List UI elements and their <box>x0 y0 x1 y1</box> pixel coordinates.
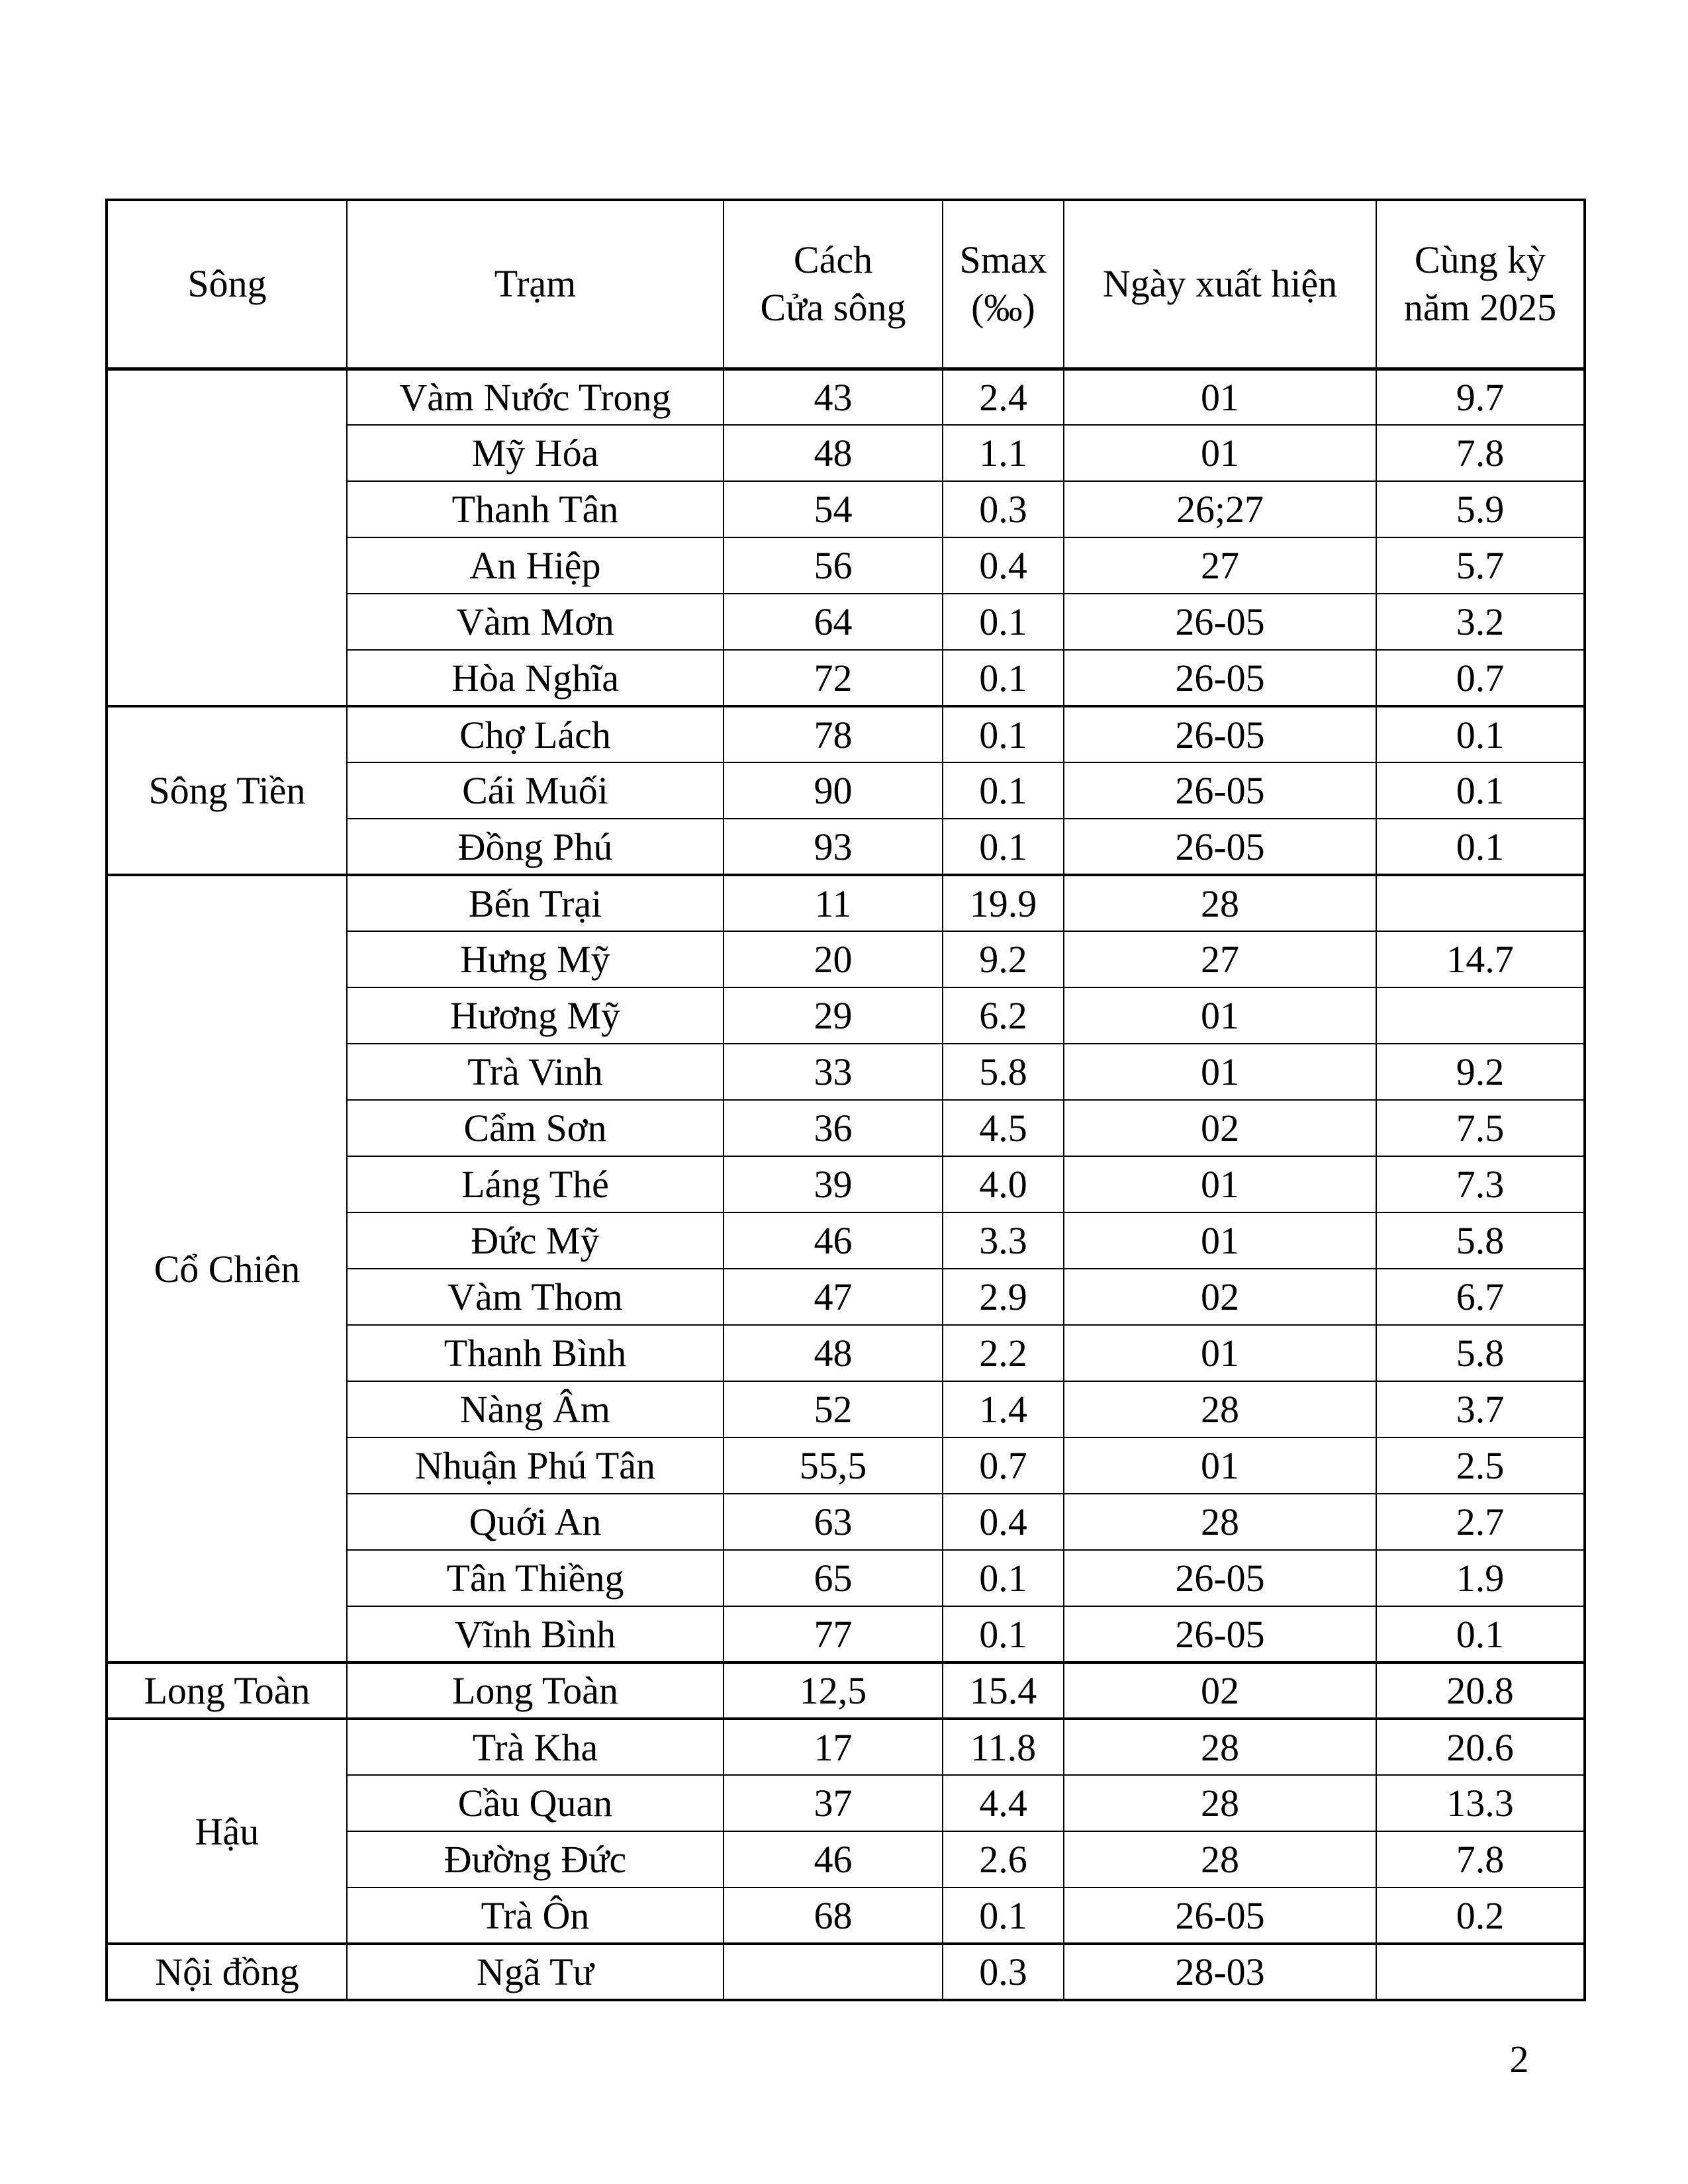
smax-cell: 0.1 <box>943 594 1064 650</box>
date-cell: 01 <box>1064 1437 1376 1494</box>
date-cell: 28 <box>1064 875 1376 931</box>
prev-year-cell: 5.8 <box>1376 1325 1585 1381</box>
station-cell: Chợ Lách <box>347 706 724 762</box>
column-header-river-line1: Sông <box>187 262 267 305</box>
prev-year-cell <box>1376 875 1585 931</box>
date-cell: 26-05 <box>1064 594 1376 650</box>
prev-year-cell: 0.1 <box>1376 1606 1585 1662</box>
column-header-smax <box>943 200 1064 369</box>
station-cell: Trà Vinh <box>347 1044 724 1100</box>
smax-cell: 1.1 <box>943 425 1064 481</box>
smax-cell: 0.3 <box>943 481 1064 537</box>
date-cell: 26-05 <box>1064 819 1376 875</box>
prev-year-cell: 0.1 <box>1376 762 1585 819</box>
distance-cell: 78 <box>724 706 943 762</box>
distance-cell: 29 <box>724 987 943 1044</box>
date-cell: 02 <box>1064 1100 1376 1156</box>
prev-year-cell: 3.2 <box>1376 594 1585 650</box>
date-cell: 02 <box>1064 1662 1376 1719</box>
station-cell: An Hiệp <box>347 537 724 594</box>
smax-cell: 4.5 <box>943 1100 1064 1156</box>
column-header-station <box>347 200 724 369</box>
column-header-prev-year-line1: Cùng kỳ <box>1414 238 1546 281</box>
column-header-prev-year-line2: năm 2025 <box>1403 286 1557 330</box>
prev-year-cell <box>1376 987 1585 1044</box>
smax-cell: 6.2 <box>943 987 1064 1044</box>
date-cell: 26;27 <box>1064 481 1376 537</box>
date-cell: 02 <box>1064 1269 1376 1325</box>
river-group-cell: Sông Tiền <box>107 706 347 875</box>
station-cell: Tân Thiềng <box>347 1550 724 1606</box>
prev-year-cell: 5.9 <box>1376 481 1585 537</box>
distance-cell: 77 <box>724 1606 943 1662</box>
station-cell: Bến Trại <box>347 875 724 931</box>
table-row <box>107 706 1585 762</box>
distance-cell: 93 <box>724 819 943 875</box>
column-header-distance <box>724 200 943 369</box>
station-cell: Trà Kha <box>347 1719 724 1775</box>
prev-year-cell: 5.7 <box>1376 537 1585 594</box>
prev-year-cell: 1.9 <box>1376 1550 1585 1606</box>
date-cell: 28 <box>1064 1381 1376 1437</box>
smax-cell: 3.3 <box>943 1212 1064 1269</box>
station-cell: Nàng Âm <box>347 1381 724 1437</box>
smax-cell: 4.4 <box>943 1775 1064 1831</box>
column-header-distance-line2: Cửa sông <box>760 286 906 330</box>
page-number: 2 <box>1509 2038 1529 2081</box>
prev-year-cell: 9.7 <box>1376 369 1585 425</box>
smax-cell: 9.2 <box>943 931 1064 987</box>
column-header-smax-line2: (‰) <box>971 286 1035 330</box>
distance-cell: 36 <box>724 1100 943 1156</box>
station-cell: Đồng Phú <box>347 819 724 875</box>
column-header-station-line1: Trạm <box>494 262 577 305</box>
prev-year-cell: 13.3 <box>1376 1775 1585 1831</box>
prev-year-cell: 9.2 <box>1376 1044 1585 1100</box>
column-header-date-line1: Ngày xuất hiện <box>1102 262 1338 305</box>
date-cell: 26-05 <box>1064 650 1376 706</box>
station-cell: Quới An <box>347 1494 724 1550</box>
distance-cell: 46 <box>724 1212 943 1269</box>
prev-year-cell: 20.8 <box>1376 1662 1585 1719</box>
distance-cell: 48 <box>724 1325 943 1381</box>
table-row <box>107 369 1585 425</box>
station-cell: Ngã Tư <box>347 1944 724 2000</box>
date-cell: 01 <box>1064 1325 1376 1381</box>
distance-cell: 48 <box>724 425 943 481</box>
prev-year-cell: 0.2 <box>1376 1888 1585 1944</box>
river-group-cell: Nội đồng <box>107 1944 347 2000</box>
distance-cell: 52 <box>724 1381 943 1437</box>
station-cell: Thanh Bình <box>347 1325 724 1381</box>
table-row <box>107 1719 1585 1775</box>
station-cell: Cẩm Sơn <box>347 1100 724 1156</box>
distance-cell: 39 <box>724 1156 943 1212</box>
distance-cell: 47 <box>724 1269 943 1325</box>
smax-cell: 2.2 <box>943 1325 1064 1381</box>
date-cell: 01 <box>1064 1212 1376 1269</box>
smax-cell: 0.1 <box>943 706 1064 762</box>
station-cell: Long Toàn <box>347 1662 724 1719</box>
date-cell: 26-05 <box>1064 1550 1376 1606</box>
station-cell: Hương Mỹ <box>347 987 724 1044</box>
distance-cell: 11 <box>724 875 943 931</box>
station-cell: Đức Mỹ <box>347 1212 724 1269</box>
smax-cell: 0.4 <box>943 537 1064 594</box>
smax-cell: 15.4 <box>943 1662 1064 1719</box>
prev-year-cell <box>1376 1944 1585 2000</box>
smax-cell: 2.6 <box>943 1831 1064 1888</box>
station-cell: Vàm Nước Trong <box>347 369 724 425</box>
date-cell: 01 <box>1064 1044 1376 1100</box>
station-cell: Mỹ Hóa <box>347 425 724 481</box>
prev-year-cell: 14.7 <box>1376 931 1585 987</box>
column-header-prev-year <box>1376 200 1585 369</box>
prev-year-cell: 0.1 <box>1376 706 1585 762</box>
date-cell: 27 <box>1064 537 1376 594</box>
smax-cell: 0.7 <box>943 1437 1064 1494</box>
column-header-distance-line1: Cách <box>793 238 873 281</box>
distance-cell: 12,5 <box>724 1662 943 1719</box>
station-cell: Hưng Mỹ <box>347 931 724 987</box>
river-group-cell: Cổ Chiên <box>107 875 347 1662</box>
river-group-cell: Hậu <box>107 1719 347 1944</box>
distance-cell: 46 <box>724 1831 943 1888</box>
distance-cell: 64 <box>724 594 943 650</box>
prev-year-cell: 6.7 <box>1376 1269 1585 1325</box>
column-header-river <box>107 200 347 369</box>
smax-cell: 0.1 <box>943 1606 1064 1662</box>
prev-year-cell: 7.8 <box>1376 1831 1585 1888</box>
date-cell: 01 <box>1064 425 1376 481</box>
distance-cell: 90 <box>724 762 943 819</box>
station-cell: Trà Ôn <box>347 1888 724 1944</box>
prev-year-cell: 2.5 <box>1376 1437 1585 1494</box>
station-cell: Cái Muối <box>347 762 724 819</box>
smax-cell: 1.4 <box>943 1381 1064 1437</box>
prev-year-cell: 20.6 <box>1376 1719 1585 1775</box>
station-cell: Vàm Thom <box>347 1269 724 1325</box>
table-body <box>107 369 1585 2000</box>
date-cell: 28 <box>1064 1719 1376 1775</box>
distance-cell: 55,5 <box>724 1437 943 1494</box>
prev-year-cell: 7.5 <box>1376 1100 1585 1156</box>
distance-cell: 72 <box>724 650 943 706</box>
prev-year-cell: 2.7 <box>1376 1494 1585 1550</box>
date-cell: 28 <box>1064 1775 1376 1831</box>
prev-year-cell: 0.1 <box>1376 819 1585 875</box>
date-cell: 26-05 <box>1064 1606 1376 1662</box>
prev-year-cell: 0.7 <box>1376 650 1585 706</box>
distance-cell: 17 <box>724 1719 943 1775</box>
distance-cell: 54 <box>724 481 943 537</box>
smax-cell: 5.8 <box>943 1044 1064 1100</box>
date-cell: 28 <box>1064 1494 1376 1550</box>
date-cell: 28-03 <box>1064 1944 1376 2000</box>
distance-cell: 33 <box>724 1044 943 1100</box>
river-group-cell: Long Toàn <box>107 1662 347 1719</box>
distance-cell: 43 <box>724 369 943 425</box>
prev-year-cell: 7.3 <box>1376 1156 1585 1212</box>
station-cell: Hòa Nghĩa <box>347 650 724 706</box>
table-row <box>107 1944 1585 2000</box>
date-cell: 01 <box>1064 369 1376 425</box>
distance-cell <box>724 1944 943 2000</box>
header-row <box>107 200 1585 369</box>
distance-cell: 63 <box>724 1494 943 1550</box>
smax-cell: 19.9 <box>943 875 1064 931</box>
date-cell: 01 <box>1064 987 1376 1044</box>
smax-cell: 2.4 <box>943 369 1064 425</box>
smax-cell: 0.3 <box>943 1944 1064 2000</box>
station-cell: Vàm Mơn <box>347 594 724 650</box>
station-cell: Nhuận Phú Tân <box>347 1437 724 1494</box>
smax-cell: 0.1 <box>943 819 1064 875</box>
column-header-smax-line1: Smax <box>959 238 1047 281</box>
smax-cell: 0.1 <box>943 1888 1064 1944</box>
smax-cell: 4.0 <box>943 1156 1064 1212</box>
prev-year-cell: 5.8 <box>1376 1212 1585 1269</box>
date-cell: 26-05 <box>1064 706 1376 762</box>
salinity-table <box>105 199 1586 2001</box>
column-header-date <box>1064 200 1376 369</box>
smax-cell: 2.9 <box>943 1269 1064 1325</box>
table-header <box>107 200 1585 369</box>
prev-year-cell: 3.7 <box>1376 1381 1585 1437</box>
smax-cell: 0.1 <box>943 650 1064 706</box>
date-cell: 26-05 <box>1064 762 1376 819</box>
date-cell: 26-05 <box>1064 1888 1376 1944</box>
station-cell: Cầu Quan <box>347 1775 724 1831</box>
table-row <box>107 875 1585 931</box>
station-cell: Đường Đức <box>347 1831 724 1888</box>
distance-cell: 65 <box>724 1550 943 1606</box>
date-cell: 28 <box>1064 1831 1376 1888</box>
smax-cell: 0.1 <box>943 1550 1064 1606</box>
distance-cell: 68 <box>724 1888 943 1944</box>
station-cell: Thanh Tân <box>347 481 724 537</box>
table-row <box>107 1662 1585 1719</box>
smax-cell: 11.8 <box>943 1719 1064 1775</box>
date-cell: 27 <box>1064 931 1376 987</box>
smax-cell: 0.1 <box>943 762 1064 819</box>
station-cell: Vĩnh Bình <box>347 1606 724 1662</box>
distance-cell: 37 <box>724 1775 943 1831</box>
station-cell: Láng Thé <box>347 1156 724 1212</box>
distance-cell: 56 <box>724 537 943 594</box>
date-cell: 01 <box>1064 1156 1376 1212</box>
prev-year-cell: 7.8 <box>1376 425 1585 481</box>
distance-cell: 20 <box>724 931 943 987</box>
smax-cell: 0.4 <box>943 1494 1064 1550</box>
river-group-cell <box>107 369 347 706</box>
